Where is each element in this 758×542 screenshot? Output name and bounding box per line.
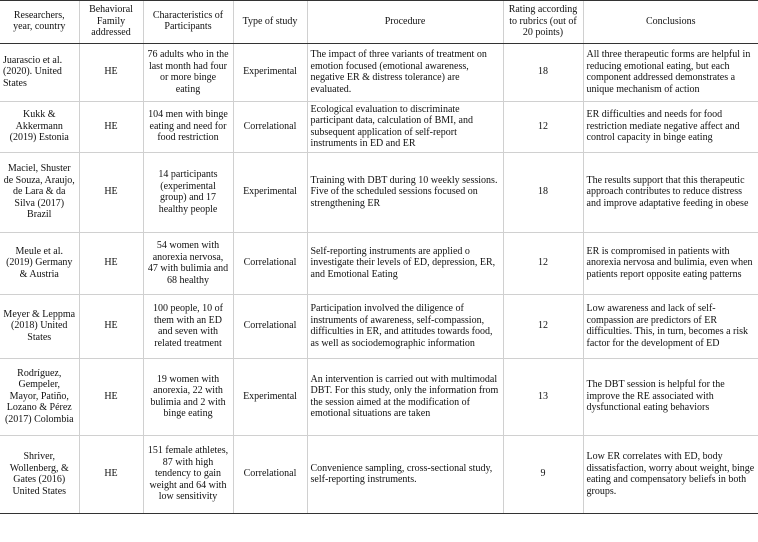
cell-rating: 12 [503,232,583,294]
cell-rating: 18 [503,152,583,232]
cell-procedure: Participation involved the diligence of instruments of awareness, self-compassion, difficulties in ER, and attitudes towards food, as well as sociodemographic information [307,294,503,358]
cell-procedure: Self-reporting instruments are applied o investigate their levels of ED, depression, ER, and Emotional Eating [307,232,503,294]
table-row [0,435,758,513]
cell-participants: 19 women with anorexia, 22 with bulimia and 2 with binge eating [143,358,233,435]
cell-study-type: Experimental [233,358,307,435]
cell-researchers: Meule et al. (2019) Germany & Austria [0,232,79,294]
cell-study-type: Correlational [233,435,307,513]
cell-family: HE [79,232,143,294]
cell-family: HE [79,294,143,358]
cell-family: HE [79,101,143,152]
cell-rating: 13 [503,358,583,435]
cell-procedure: Ecological evaluation to discriminate participant data, calculation of BMI, and subsequent application of self-report instruments in ED and ER [307,101,503,152]
header-procedure: Procedure [307,1,503,44]
cell-rating: 18 [503,43,583,101]
table-header [0,1,758,44]
cell-study-type: Correlational [233,101,307,152]
cell-study-type: Correlational [233,294,307,358]
cell-conclusions: The DBT session is helpful for the improve the RE associated with dysfunctional eating behaviors [583,358,758,435]
cell-participants: 100 people, 10 of them with an ED and seven with related treatment [143,294,233,358]
cell-participants: 54 women with anorexia nervosa, 47 with bulimia and 68 healthy [143,232,233,294]
cell-rating: 12 [503,101,583,152]
cell-procedure: An intervention is carried out with multimodal DBT. For this study, only the information from the session aimed at the modification of emotional situations are taken [307,358,503,435]
cell-researchers: Maciel, Shuster de Souza, Araujo, de Lara & da Silva (2017) Brazil [0,152,79,232]
cell-study-type: Experimental [233,43,307,101]
cell-conclusions: Low ER correlates with ED, body dissatisfaction, worry about weight, binge eating and compensatory beliefs in both groups. [583,435,758,513]
cell-researchers: Rodríguez, Gempeler, Mayor, Patiño, Lozano & Pérez (2017) Colombia [0,358,79,435]
header-researchers: Researchers, year, country [0,1,79,44]
cell-procedure: The impact of three variants of treatment on emotion focused (emotional awareness, negative ER & distress tolerance) are evaluated. [307,43,503,101]
table-row [0,101,758,152]
cell-family: HE [79,358,143,435]
table-row [0,152,758,232]
cell-researchers: Meyer & Leppma (2018) United States [0,294,79,358]
cell-rating: 12 [503,294,583,358]
cell-participants: 14 participants (experimental group) and 17 healthy people [143,152,233,232]
cell-family: HE [79,43,143,101]
cell-participants: 104 men with binge eating and need for food restriction [143,101,233,152]
cell-procedure: Training with DBT during 10 weekly sessions. Five of the scheduled sessions focused on strengthening ER [307,152,503,232]
cell-participants: 76 adults who in the last month had four or more binge eating [143,43,233,101]
cell-researchers: Shriver, Wollenberg, & Gates (2016) United States [0,435,79,513]
cell-conclusions: ER is compromised in patients with anorexia nervosa and bulimia, even when patients report opposite eating patterns [583,232,758,294]
header-conclusions: Conclusions [583,1,758,44]
cell-conclusions: ER difficulties and needs for food restriction mediate negative affect and control capacity in binge eating [583,101,758,152]
table-body [0,43,758,513]
cell-conclusions: The results support that this therapeutic approach contributes to reduce distress and improve adaptative feeding in obese [583,152,758,232]
cell-rating: 9 [503,435,583,513]
cell-procedure: Convenience sampling, cross-sectional study, self-reporting instruments. [307,435,503,513]
table-row [0,232,758,294]
cell-family: HE [79,152,143,232]
header-participants: Characteristics of Participants [143,1,233,44]
cell-study-type: Experimental [233,152,307,232]
cell-conclusions: Low awareness and lack of self-compassion are predictors of ER difficulties. This, in turn, becomes a risk factor for the development of ED [583,294,758,358]
cell-family: HE [79,435,143,513]
table-row [0,43,758,101]
header-family: Behavioral Family addressed [79,1,143,44]
table-row [0,358,758,435]
cell-conclusions: All three therapeutic forms are helpful in reducing emotional eating, but each component addressed demonstrates a unique mechanism of action [583,43,758,101]
table-row [0,294,758,358]
header-study-type: Type of study [233,1,307,44]
cell-study-type: Correlational [233,232,307,294]
cell-participants: 151 female athletes, 87 with high tendency to gain weight and 64 with low sensitivity [143,435,233,513]
header-rating: Rating according to rubrics (out of 20 points) [503,1,583,44]
cell-researchers: Juarascio et al. (2020). United States [0,43,79,101]
cell-researchers: Kukk & Akkermann (2019) Estonia [0,101,79,152]
